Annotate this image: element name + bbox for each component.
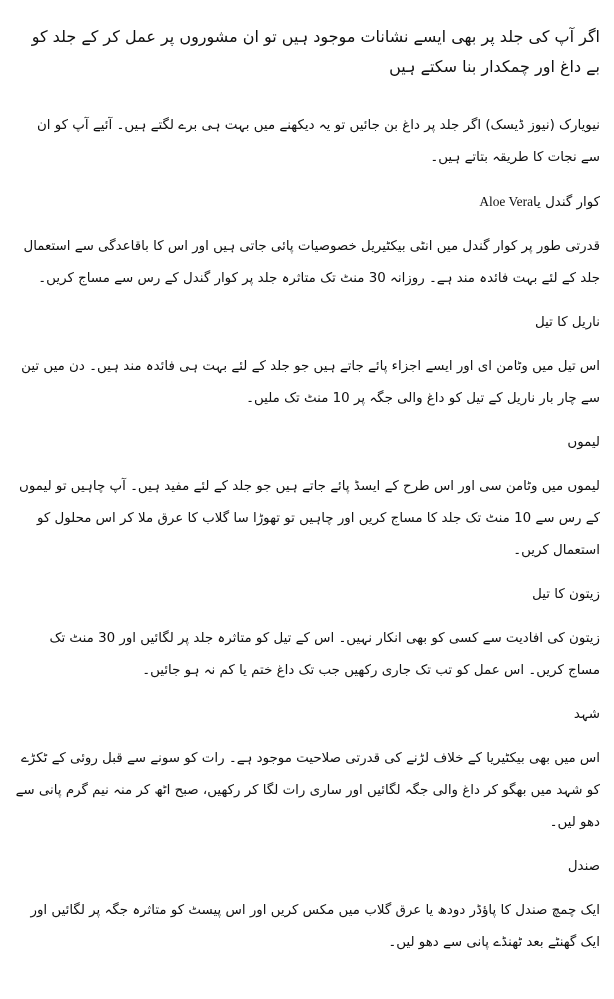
section-heading-sandalwood: صندل	[567, 859, 600, 874]
section-body-sandalwood: ایک چمچ صندل کا پاؤڈر دودھ یا عرق گلاب میں مکس کریں اور اس پیسٹ کو متاثرہ جگہ پر لگائیں اور ایک گھنٹے بعد ٹھنڈے پانی سے دھو لیں۔	[30, 903, 600, 950]
heading-urdu: کوار گندل یا	[533, 195, 600, 210]
section-heading-aloe-vera	[14, 188, 600, 217]
intro-paragraph: نیویارک (نیوز ڈیسک) اگر جلد پر داغ بن جائیں تو یہ دیکھنے میں بہت ہی برے لگتے ہیں۔ آئیے آپ کو ان سے نجات کا طریقہ بتاتے ہیں۔	[36, 118, 600, 165]
section-heading-olive-oil: زیتون کا تیل	[532, 587, 600, 602]
section-body-aloe-vera: قدرتی طور پر کوار گندل میں انٹی بیکٹیریل خصوصیات پائی جاتی ہیں اور اس کا باقاعدگی سے استعمال جلد کے لئے بہت فائدہ مند ہے۔ روزانہ 30 منٹ تک متاثرہ جلد پر کوار گندل کے رس سے مساج کریں۔	[23, 239, 600, 286]
section-heading-honey: شہد	[573, 707, 600, 722]
heading-latin: Aloe Vera	[479, 194, 534, 209]
section-body-honey: اس میں بھی بیکٹیریا کے خلاف لڑنے کی قدرتی صلاحیت موجود ہے۔ رات کو سونے سے قبل روئی کے ٹکڑے کو شہد میں بھگو کر داغ والی جگہ لگائیں اور ساری رات لگا کر رکھیں، صبح اٹھ کر منہ نیم گرم پانی سے دھو لیں۔	[15, 751, 600, 830]
article-title: اگر آپ کی جلد پر بھی ایسے نشانات موجود ہیں تو ان مشوروں پر عمل کر کے جلد کو بے داغ اور چمکدار بنا سکتے ہیں	[31, 27, 600, 76]
section-body-olive-oil: زیتون کی افادیت سے کسی کو بھی انکار نہیں۔ اس کے تیل کو متاثرہ جلد پر لگائیں اور 30 منٹ تک مساج کریں۔ اس عمل کو تب تک جاری رکھیں جب تک داغ ختم یا کم نہ ہو جائیں۔	[49, 631, 600, 678]
section-body-lemon: لیموں میں وٹامن سی اور اس طرح کے ایسڈ پائے جاتے ہیں جو جلد کے لئے مفید ہیں۔ آپ چاہیں تو لیموں کے رس سے 10 منٹ تک جلد کا مساج کریں اور چاہیں تو تھوڑا سا گلاب کا عرق ملا کر اس محلول کو استعمال کریں۔	[19, 479, 600, 558]
section-heading-lemon: لیموں	[567, 435, 600, 450]
section-heading-coconut-oil: ناریل کا تیل	[534, 315, 600, 330]
section-body-coconut-oil: اس تیل میں وٹامن ای اور ایسے اجزاء پائے جاتے ہیں جو جلد کے لئے بہت ہی فائدہ مند ہیں۔ دن میں تین سے چار بار ناریل کے تیل کو داغ والی جگہ پر 10 منٹ تک ملیں۔	[21, 359, 600, 406]
